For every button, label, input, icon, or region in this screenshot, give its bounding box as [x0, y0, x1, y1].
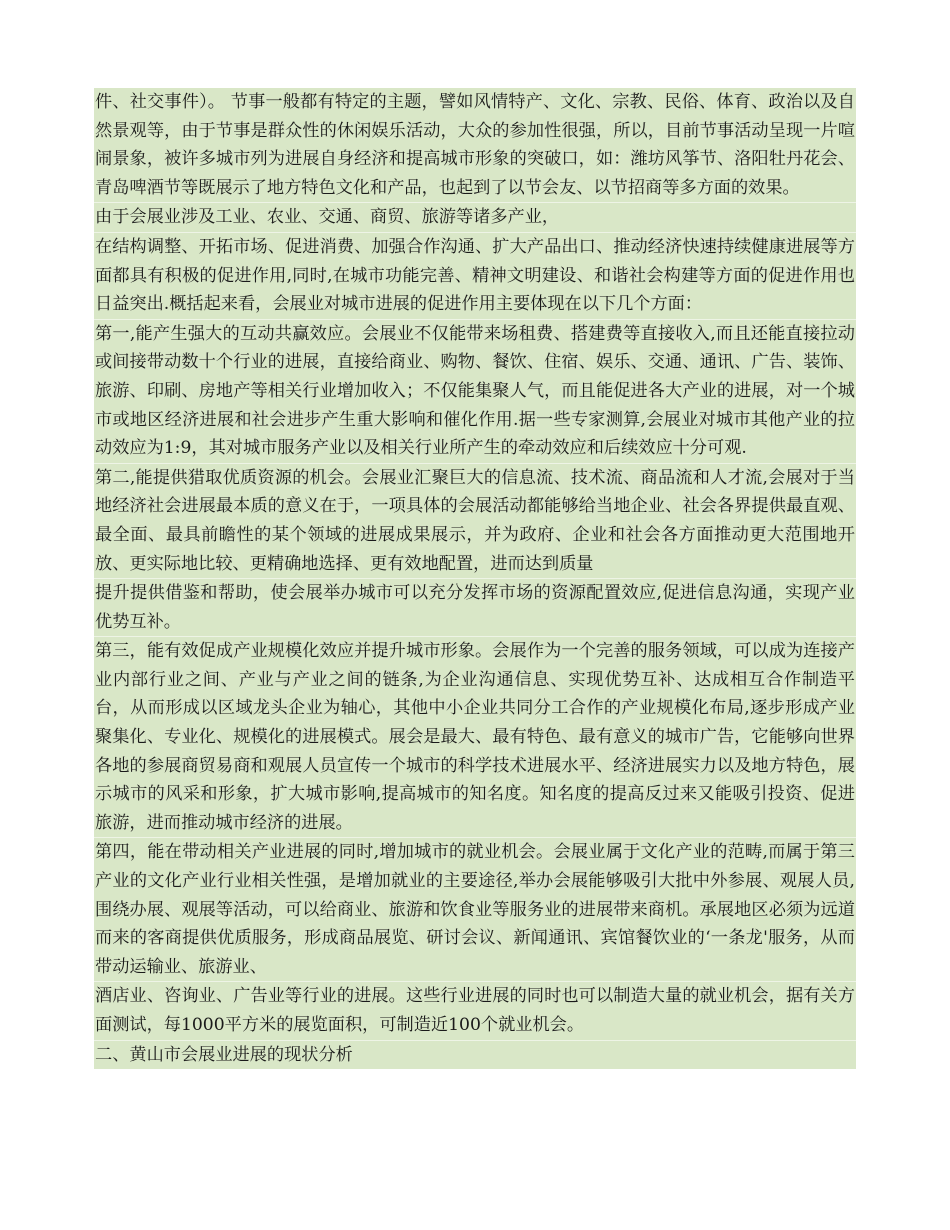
- paragraph-point-two-continued: 提升提供借鉴和帮助，使会展举办城市可以充分发挥市场的资源配置效应,促进信息沟通，实现产业优势互补。: [94, 579, 856, 637]
- paragraph-industries-involved: 由于会展业涉及工业、农业、交通、商贸、旅游等诸多产业，: [94, 203, 856, 233]
- paragraph-point-three: 第三，能有效促成产业规模化效应并提升城市形象。会展作为一个完善的服务领域，可以成为连接产业内部行业之间、产业与产业之间的链条,为企业沟通信息、实现优势互补、达成相互合作制造平台，从而形成以区域龙头企业为轴心，其他中小企业共同分工合作的产业规模化布局,逐步形成产业聚集化、专业化、规模化的进展模式。展会是最大、最有特色、最有意义的城市广告，它能够向世界各地的参展商贸易商和观展人员宣传一个城市的科学技术进展水平、经济进展实力以及地方特色，展示城市的风采和形象，扩大城市影响,提高城市的知名度。知名度的提高反过来又能吸引投资、促进旅游，进而推动城市经济的进展。: [94, 637, 856, 838]
- document-body: [94, 88, 856, 1069]
- paragraph-promotion-role: 在结构调整、开拓市场、促进消费、加强合作沟通、扩大产品出口、推动经济快速持续健康进展等方面都具有积极的促进作用,同时,在城市功能完善、精神文明建设、和谐社会构建等方面的促进作用也日益突出.概括起来看，会展业对城市进展的促进作用主要体现在以下几个方面：: [94, 233, 856, 320]
- paragraph-point-four: 第四，能在带动相关产业进展的同时,增加城市的就业机会。会展业属于文化产业的范畴,而属于第三产业的文化产业行业相关性强，是增加就业的主要途径,举办会展能够吸引大批中外参展、观展人员,围绕办展、观展等活动，可以给商业、旅游和饮食业等服务业的进展带来商机。承展地区必须为远道而来的客商提供优质服务，形成商品展览、研讨会议、新闻通讯、宾馆餐饮业的‘一条龙'服务，从而带动运输业、旅游业、: [94, 838, 856, 982]
- paragraph-point-one: 第一,能产生强大的互动共赢效应。会展业不仅能带来场租费、搭建费等直接收入,而且还能直接拉动或间接带动数十个行业的进展，直接给商业、购物、餐饮、住宿、娱乐、交通、通讯、广告、装饰、旅游、印刷、房地产等相关行业增加收入；不仅能集聚人气，而且能促进各大产业的进展，对一个城市或地区经济进展和社会进步产生重大影响和催化作用.据一些专家测算,会展业对城市其他产业的拉动效应为1:9，其对城市服务产业以及相关行业所产生的牵动效应和后续效应十分可观.: [94, 320, 856, 464]
- paragraph-point-four-continued: 酒店业、咨询业、广告业等行业的进展。这些行业进展的同时也可以制造大量的就业机会，据有关方面测试，每1000平方米的展览面积，可制造近100个就业机会。: [94, 982, 856, 1040]
- paragraph-point-two: 第二,能提供猎取优质资源的机会。会展业汇聚巨大的信息流、技术流、商品流和人才流,会展对于当地经济社会进展最本质的意义在于，一项具体的会展活动都能够给当地企业、社会各界提供最直观、最全面、最具前瞻性的某个领域的进展成果展示，并为政府、企业和社会各方面推动更大范围地开放、更实际地比较、更精确地选择、更有效地配置，进而达到质量: [94, 464, 856, 579]
- paragraph-festival-events: 件、社交事件）。 节事一般都有特定的主题，譬如风情特产、文化、宗教、民俗、体育、政治以及自然景观等，由于节事是群众性的休闲娱乐活动，大众的参加性很强，所以，目前节事活动呈现一片喧闹景象，被许多城市列为进展自身经济和提高城市形象的突破口，如：潍坊风筝节、洛阳牡丹花会、青岛啤酒节等既展示了地方特色文化和产品，也起到了以节会友、以节招商等多方面的效果。: [94, 88, 856, 203]
- section-heading: 二、黄山市会展业进展的现状分析: [95, 1044, 353, 1065]
